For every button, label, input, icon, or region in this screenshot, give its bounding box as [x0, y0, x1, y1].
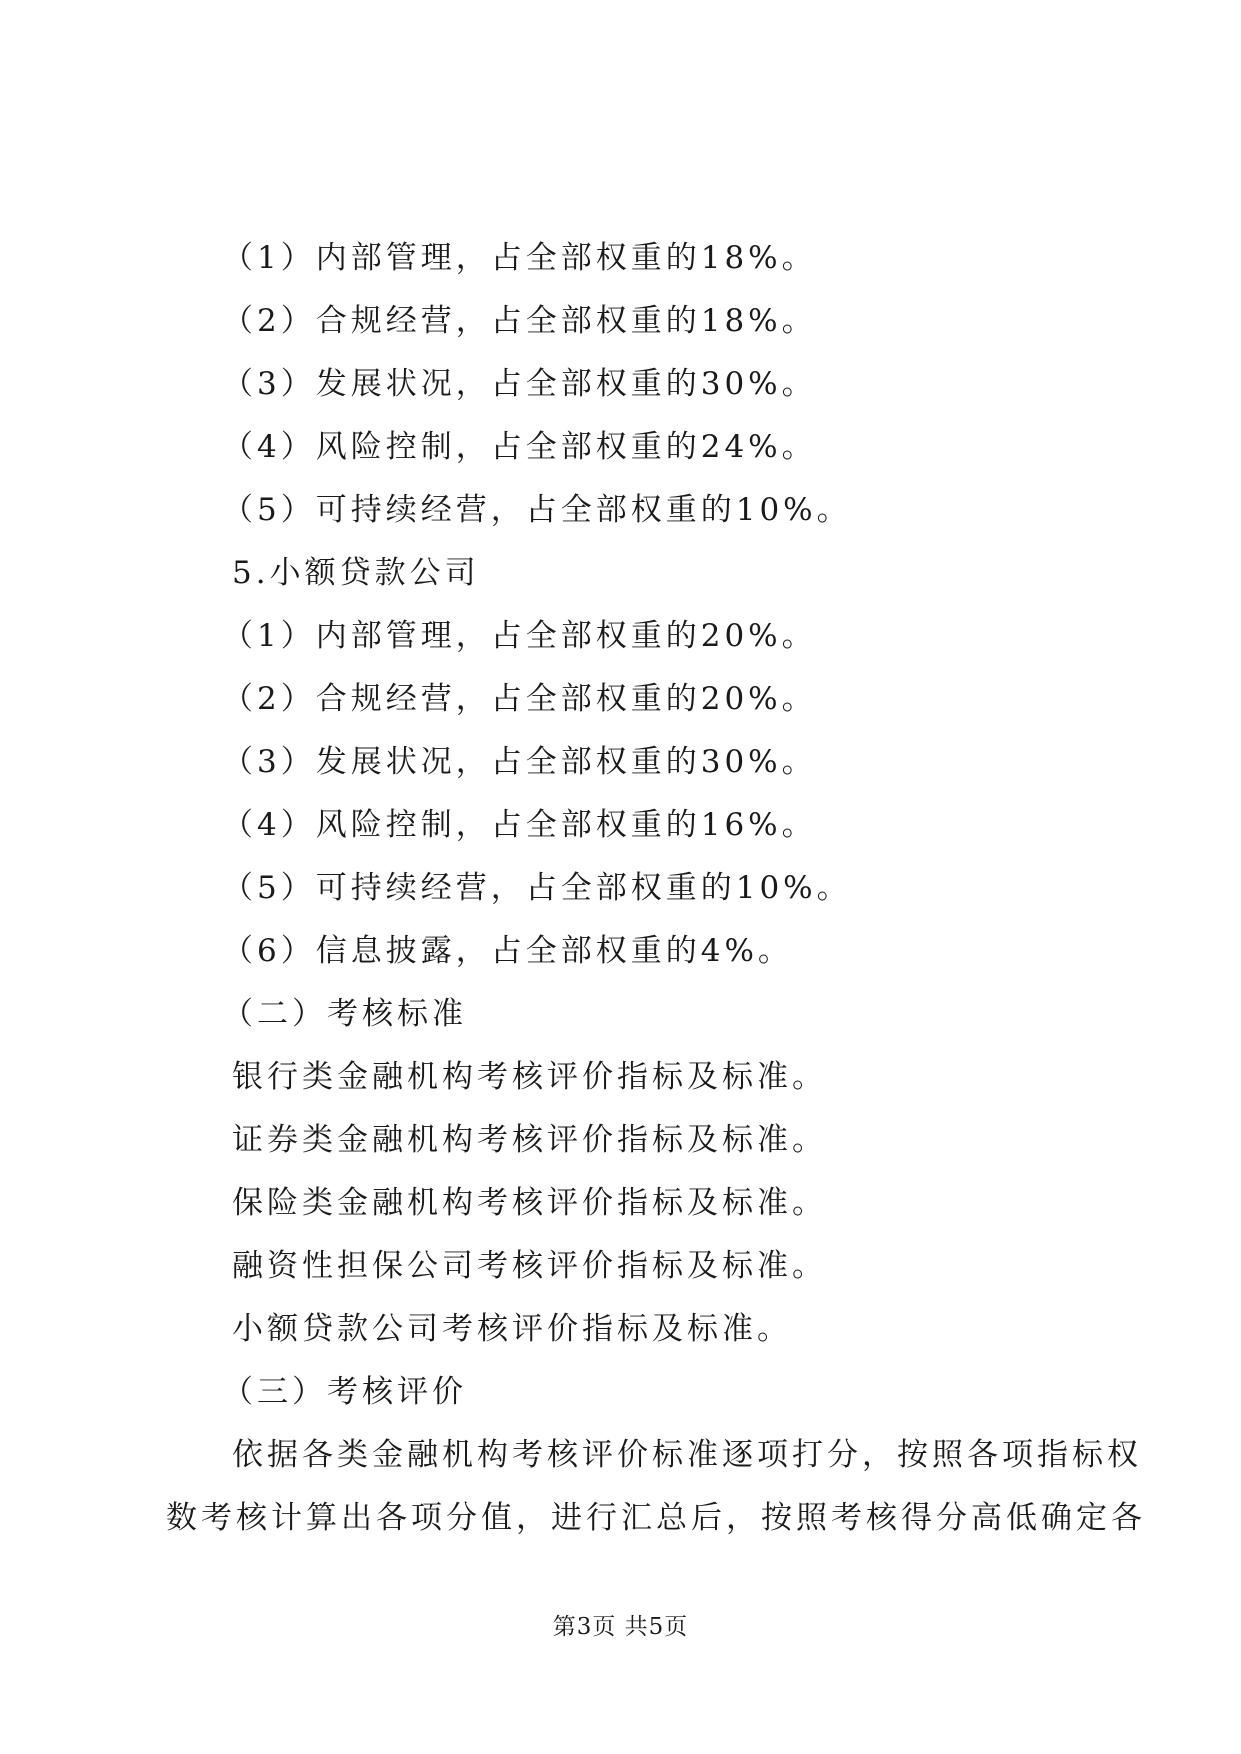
text-line: 融资性担保公司考核评价指标及标准。 [232, 1248, 827, 1284]
section-heading: （二）考核标准 [222, 996, 467, 1032]
text-line: （2）合规经营，占全部权重的20%。 [222, 681, 817, 717]
section-heading: 5.小额贷款公司 [232, 555, 480, 591]
section-heading: （三）考核评价 [222, 1374, 467, 1410]
paragraph-line: 数考核计算出各项分值，进行汇总后，按照考核得分高低确定各 [166, 1500, 1146, 1536]
text-line: 小额贷款公司考核评价指标及标准。 [232, 1311, 792, 1347]
text-line: （3）发展状况，占全部权重的30%。 [222, 744, 817, 780]
text-line: （5）可持续经营，占全部权重的10%。 [222, 492, 852, 528]
text-line: （5）可持续经营，占全部权重的10%。 [222, 870, 852, 906]
text-line: （1）内部管理，占全部权重的20%。 [222, 618, 817, 654]
text-line: （1）内部管理，占全部权重的18%。 [222, 240, 817, 276]
text-line: （4）风险控制，占全部权重的16%。 [222, 807, 817, 843]
text-line: （2）合规经营，占全部权重的18%。 [222, 303, 817, 339]
text-line: （6）信息披露，占全部权重的4%。 [222, 933, 793, 969]
text-line: 银行类金融机构考核评价指标及标准。 [232, 1059, 827, 1095]
text-line: （3）发展状况，占全部权重的30%。 [222, 366, 817, 402]
text-line: （4）风险控制，占全部权重的24%。 [222, 429, 817, 465]
text-line: 保险类金融机构考核评价指标及标准。 [232, 1185, 827, 1221]
text-line: 证券类金融机构考核评价指标及标准。 [232, 1122, 827, 1158]
page-number-footer: 第3页 共5页 [552, 1614, 689, 1640]
paragraph-line: 依据各类金融机构考核评价标准逐项打分，按照各项指标权 [232, 1437, 1142, 1473]
